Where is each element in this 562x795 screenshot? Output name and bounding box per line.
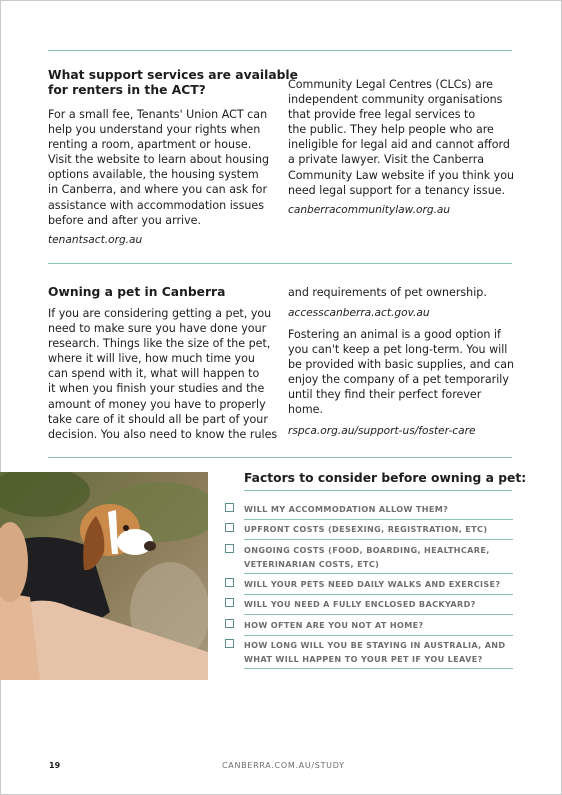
- checklist-item-rule: [244, 519, 513, 520]
- checkbox[interactable]: [225, 578, 234, 587]
- checkbox[interactable]: [225, 503, 234, 512]
- checkbox[interactable]: [225, 619, 234, 628]
- checklist-item-rule: [244, 614, 513, 615]
- checklist-item-rule: [244, 635, 513, 636]
- checklist-title-rule: [244, 490, 512, 491]
- community-law-link[interactable]: canberracommunitylaw.org.au: [288, 204, 451, 216]
- footer-url[interactable]: CANBERRA.COM.AU/STUDY: [222, 761, 345, 770]
- checklist-title: Factors to consider before owning a pet:: [244, 471, 527, 485]
- section-divider-lower: [48, 457, 512, 458]
- page-number: 19: [49, 761, 61, 770]
- section-divider-top: [48, 50, 512, 51]
- fostering-paragraph: Fostering an animal is a good option if you can't keep a pet long-term. You will be provided with basic supplies, and can enjoy the company of a pet temporarily until they find their perfect forever home.: [288, 328, 515, 417]
- pet-paragraph-continued: and requirements of pet ownership.: [288, 286, 487, 299]
- clc-paragraph: Community Legal Centres (CLCs) are independent community organisations that provide free legal services to the public. They help people who are ineligible for legal aid and cannot afford a private lawyer. Visit the Canberra Community Law website if you think you need legal support for a tenancy issue.: [288, 78, 515, 197]
- section-heading-pet: Owning a pet in Canberra: [48, 285, 226, 299]
- checkbox[interactable]: [225, 598, 234, 607]
- checkbox[interactable]: [225, 544, 234, 553]
- checklist-item-rule: [244, 594, 513, 595]
- checkbox[interactable]: [225, 639, 234, 648]
- section-divider-middle: [48, 263, 512, 264]
- renters-paragraph: For a small fee, Tenants' Union ACT can help you understand your rights when renting a room, apartment or house. Visit the website to learn about housing options available, the housing system in Canberra, and where you can ask for assistance with accommodation issues before and after you arrive.: [48, 108, 270, 227]
- checklist-item-rule: [244, 668, 513, 669]
- checklist-item-rule: [244, 573, 513, 574]
- checkbox[interactable]: [225, 523, 234, 532]
- checklist-item-rule: [244, 539, 513, 540]
- beagle-dog-photo: [0, 472, 208, 680]
- tenants-union-link[interactable]: tenantsact.org.au: [48, 234, 143, 246]
- access-canberra-link[interactable]: accesscanberra.act.gov.au: [288, 307, 430, 319]
- rspca-foster-link[interactable]: rspca.org.au/support-us/foster-care: [288, 425, 476, 437]
- pet-paragraph: If you are considering getting a pet, you need to make sure you have done your research. Things like the size of the pet, where it will live, how much time you can spend with it, what will happen to it when you finish your studies and the amount of money you have to properly take care of it should all be part of your decision. You also need to know the rules: [48, 307, 278, 441]
- section-heading-renters: What support services are available for renters in the ACT?: [48, 68, 298, 97]
